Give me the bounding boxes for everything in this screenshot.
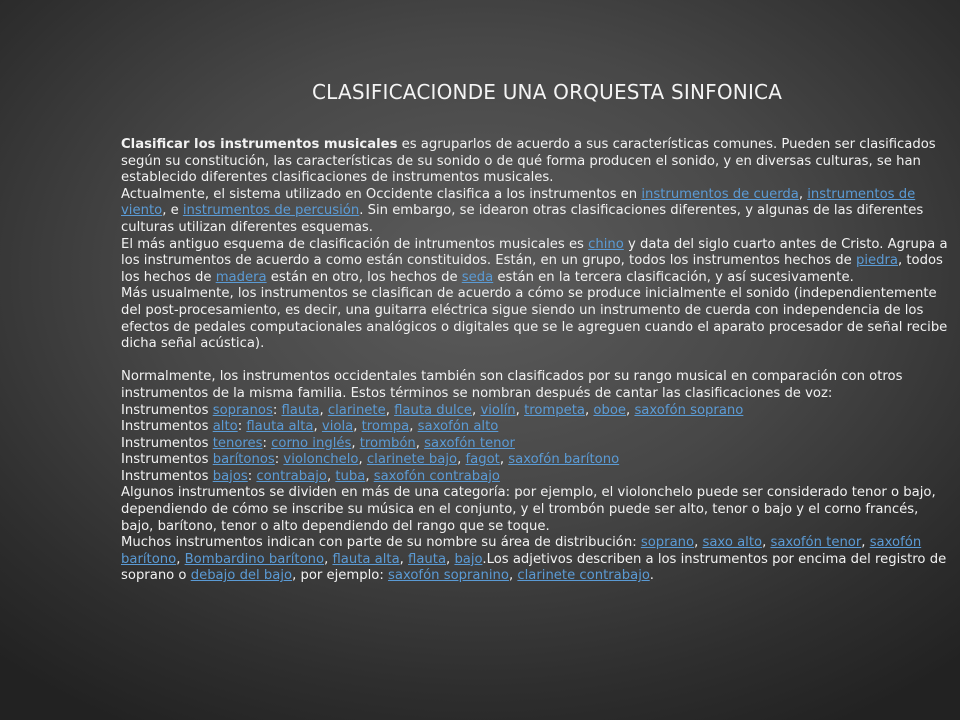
text: , — [399, 551, 409, 567]
link-instrument[interactable]: clarinete — [327, 402, 386, 418]
text: , todos los hechos de — [121, 253, 943, 285]
text: están en la tercera clasificación, y así sucesivamente. — [493, 269, 854, 285]
link-bombardino-baritono[interactable]: Bombardino barítono — [184, 551, 325, 567]
link-instrument[interactable]: oboe — [593, 402, 627, 418]
link-instrument[interactable]: violín — [480, 402, 516, 418]
separator: , — [457, 452, 466, 468]
text: , — [324, 551, 333, 567]
separator: , — [358, 452, 367, 468]
separator: , — [326, 468, 336, 484]
link-voice-alto[interactable]: alto — [212, 419, 238, 435]
link-voice-soprano[interactable]: sopranos — [212, 402, 273, 418]
separator: , — [499, 452, 509, 468]
voice-line — [121, 452, 953, 469]
link-instrument[interactable]: fagot — [465, 452, 500, 468]
voice-line — [121, 469, 953, 486]
link-voice-bajo[interactable]: bajos — [212, 468, 248, 484]
bold-term: Clasificar los instrumentos musicales — [121, 137, 398, 152]
article-body — [121, 137, 953, 585]
separator: , — [353, 419, 362, 435]
voice-prefix: Instrumentos — [121, 468, 213, 484]
separator: : — [274, 452, 284, 468]
text: , e — [162, 203, 183, 219]
text: , — [508, 568, 518, 584]
link-flauta-alta[interactable]: flauta alta — [332, 551, 400, 567]
link-instrument[interactable]: trompeta — [524, 402, 586, 418]
text: , — [861, 535, 870, 551]
text: Actualmente, el sistema utilizado en Occidente clasifica a los instrumentos en — [121, 186, 642, 202]
text: , — [762, 535, 771, 551]
page-title: CLASIFICACIONDE UNA ORQUESTA SINFONICA — [312, 80, 783, 104]
link-instrument[interactable]: trombón — [359, 435, 416, 451]
separator: , — [585, 402, 594, 418]
separator: , — [351, 435, 360, 451]
voice-prefix: Instrumentos — [121, 452, 213, 468]
separator: , — [385, 402, 395, 418]
link-chino[interactable]: chino — [588, 236, 624, 252]
link-instrument[interactable]: saxofón alto — [417, 419, 499, 435]
voice-line — [121, 403, 953, 420]
link-clarinete-contrabajo[interactable]: clarinete contrabajo — [517, 568, 650, 584]
separator: : — [237, 419, 247, 435]
link-instrumentos-percusion[interactable]: instrumentos de percusión — [182, 203, 360, 219]
separator: , — [626, 402, 635, 418]
paragraph-occidente — [121, 187, 953, 237]
separator: : — [272, 402, 282, 418]
link-saxofon-tenor[interactable]: saxofón tenor — [770, 535, 862, 551]
link-instrument[interactable]: flauta — [281, 402, 320, 418]
separator: : — [247, 468, 257, 484]
link-piedra[interactable]: piedra — [855, 253, 898, 269]
voice-prefix: Instrumentos — [121, 402, 213, 418]
link-madera[interactable]: madera — [215, 269, 267, 285]
link-seda[interactable]: seda — [461, 269, 494, 285]
link-instrument[interactable]: tuba — [335, 468, 366, 484]
separator: , — [313, 419, 322, 435]
text: El más antiguo esquema de clasificación de intrumentos musicales es — [121, 236, 589, 252]
link-instrument[interactable]: clarinete bajo — [366, 452, 458, 468]
link-instrument[interactable]: saxofón contrabajo — [373, 468, 500, 484]
link-instrument[interactable]: violonchelo — [283, 452, 359, 468]
link-instrument[interactable]: viola — [321, 419, 354, 435]
text: están en otro, los hechos de — [266, 269, 462, 285]
link-instrument[interactable]: saxofón barítono — [508, 452, 620, 468]
text: . Sin embargo, se idearon otras clasificaciones diferentes, y algunas de las diferentes culturas utilizan diferentes esquemas. — [121, 203, 924, 235]
link-voice-tenor[interactable]: tenores — [212, 435, 263, 451]
separator: , — [409, 419, 418, 435]
text: , — [694, 535, 703, 551]
link-soprano[interactable]: soprano — [640, 535, 695, 551]
text: , — [798, 186, 808, 202]
voice-prefix: Instrumentos — [121, 419, 213, 435]
link-instrumentos-viento[interactable]: instrumentos de viento — [121, 186, 916, 219]
separator: , — [415, 435, 425, 451]
paragraph-chino — [121, 237, 953, 287]
text: . — [649, 568, 654, 584]
paragraph-nombres — [121, 535, 953, 585]
voice-prefix: Instrumentos — [121, 435, 213, 451]
link-instrumentos-cuerda[interactable]: instrumentos de cuerda — [641, 186, 799, 202]
separator: , — [365, 468, 374, 484]
link-saxofon-baritono[interactable]: saxofón barítono — [121, 535, 922, 567]
separator: , — [472, 402, 481, 418]
link-debajo-del-bajo[interactable]: debajo del bajo — [190, 568, 293, 584]
text: , — [446, 551, 455, 567]
text: , — [176, 551, 185, 567]
link-instrument[interactable]: flauta dulce — [394, 402, 473, 418]
link-instrument[interactable]: saxofón tenor — [424, 435, 515, 451]
link-saxo-alto[interactable]: saxo alto — [702, 535, 763, 551]
link-flauta[interactable]: flauta — [408, 551, 447, 567]
paragraph-definition — [121, 137, 953, 187]
text: y data del siglo cuarto antes de Cristo. Agrupa a los instrumentos de acuerdo a como están constituidos. Están, en un grupo, todos los instrumentos hechos de — [121, 236, 948, 269]
voice-line — [121, 419, 953, 436]
separator: : — [262, 435, 272, 451]
paragraph-rango: Normalmente, los instrumentos occidentales también son clasificados por su rango musical en comparación con otros instrumentos de la misma familia. Estos términos se nombran después de cantar las clasificaciones de voz: — [121, 369, 903, 401]
link-instrument[interactable]: corno inglés — [271, 435, 352, 451]
separator: , — [515, 402, 525, 418]
text: Muchos instrumentos indican con parte de su nombre su área de distribución: — [121, 535, 641, 551]
link-instrument[interactable]: flauta alta — [246, 419, 314, 435]
paragraph-sonido: Más usualmente, los instrumentos se clasifican de acuerdo a cómo se produce inicialmente el sonido (independientemente del post-procesamiento, es decir, una guitarra eléctrica sigue siendo un instrumento de cuerda con independencia de los efectos de pedales computacionales analógicos o digitales que se le agreguen cuando el aparato procesador de señal recibe dicha señal acústica). — [121, 286, 948, 352]
separator: , — [319, 402, 328, 418]
link-bajo[interactable]: bajo — [454, 551, 483, 567]
link-instrument[interactable]: trompa — [361, 419, 410, 435]
link-saxofon-sopranino[interactable]: saxofón sopranino — [388, 568, 509, 584]
link-instrument[interactable]: saxofón soprano — [634, 402, 744, 418]
paragraph-categorias: Algunos instrumentos se dividen en más de una categoría: por ejemplo, el violonchelo puede ser considerado tenor o bajo, dependiendo de cómo se inscribe su música en el conjunto, y el trombón puede ser alto, tenor o bajo y el corno francés, bajo, barítono, tenor o alto dependiendo del rango que se toque. — [121, 485, 936, 534]
link-voice-baritono[interactable]: barítonos — [212, 452, 275, 468]
text: , por ejemplo: — [292, 568, 389, 584]
text: es agruparlos de acuerdo a sus características comunes. Pueden ser clasificados según su constitución, las características de su sonido o de qué forma producen el sonido, y en diversas culturas, se han establecido diferentes clasificaciones de instrumentos musicales. — [121, 137, 936, 186]
link-instrument[interactable]: contrabajo — [256, 468, 327, 484]
voice-line — [121, 436, 953, 453]
text: .Los adjetivos describen a los instrumentos por encima del registro de soprano o — [121, 551, 947, 584]
spacer — [121, 353, 953, 370]
